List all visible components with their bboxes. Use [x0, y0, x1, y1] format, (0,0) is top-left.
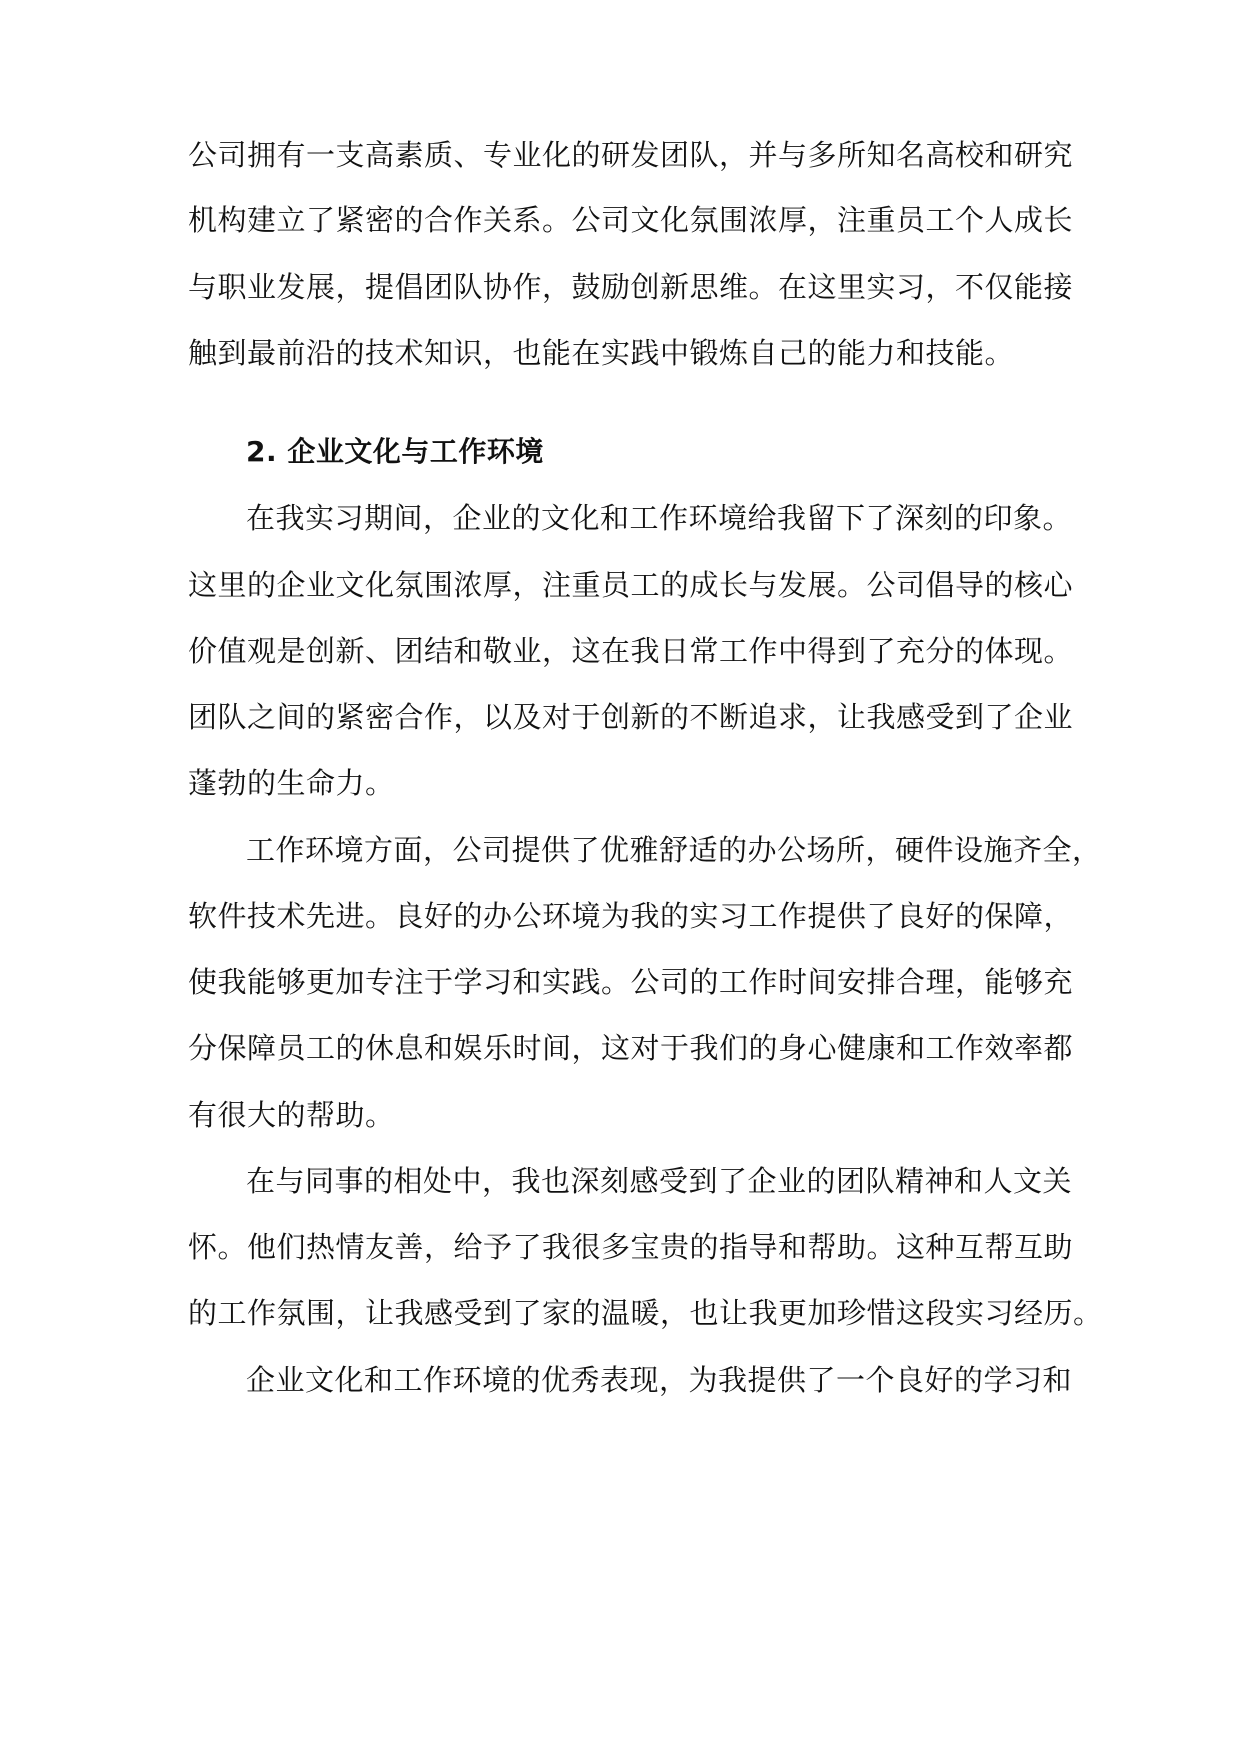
paragraph-1-line-2: 这里的企业文化氛围浓厚，注重员工的成长与发展。公司倡导的核心 [188, 568, 1074, 602]
intro-line-1: 公司拥有一支高素质、专业化的研发团队，并与多所知名高校和研究 [188, 138, 1074, 172]
paragraph-3-line-1: 在与同事的相处中，我也深刻感受到了企业的团队精神和人文关 [246, 1164, 1073, 1198]
paragraph-1-line-1: 在我实习期间，企业的文化和工作环境给我留下了深刻的印象。 [246, 501, 1073, 535]
paragraph-3-line-2: 怀。他们热情友善，给予了我很多宝贵的指导和帮助。这种互帮互助 [188, 1230, 1074, 1264]
intro-line-3: 与职业发展，提倡团队协作，鼓励创新思维。在这里实习，不仅能接 [188, 270, 1074, 304]
paragraph-1-line-5: 蓬勃的生命力。 [188, 766, 395, 800]
paragraph-1-line-3: 价值观是创新、团结和敬业，这在我日常工作中得到了充分的体现。 [188, 634, 1074, 668]
paragraph-4-line-1: 企业文化和工作环境的优秀表现，为我提供了一个良好的学习和 [246, 1363, 1073, 1397]
intro-line-4: 触到最前沿的技术知识，也能在实践中锻炼自己的能力和技能。 [188, 336, 1015, 370]
paragraph-2-line-5: 有很大的帮助。 [188, 1098, 395, 1132]
paragraph-2-line-2: 软件技术先进。良好的办公环境为我的实习工作提供了良好的保障， [188, 899, 1074, 933]
paragraph-3-line-3: 的工作氛围，让我感受到了家的温暖，也让我更加珍惜这段实习经历。 [188, 1296, 1103, 1330]
paragraph-2-line-1: 工作环境方面，公司提供了优雅舒适的办公场所，硬件设施齐全， [246, 833, 1102, 867]
paragraph-2-line-4: 分保障员工的休息和娱乐时间，这对于我们的身心健康和工作效率都 [188, 1031, 1074, 1065]
section-heading: 2. 企业文化与工作环境 [246, 435, 544, 468]
paragraph-1-line-4: 团队之间的紧密合作，以及对于创新的不断追求，让我感受到了企业 [188, 700, 1074, 734]
intro-line-2: 机构建立了紧密的合作关系。公司文化氛围浓厚，注重员工个人成长 [188, 203, 1074, 237]
paragraph-2-line-3: 使我能够更加专注于学习和实践。公司的工作时间安排合理，能够充 [188, 965, 1074, 999]
